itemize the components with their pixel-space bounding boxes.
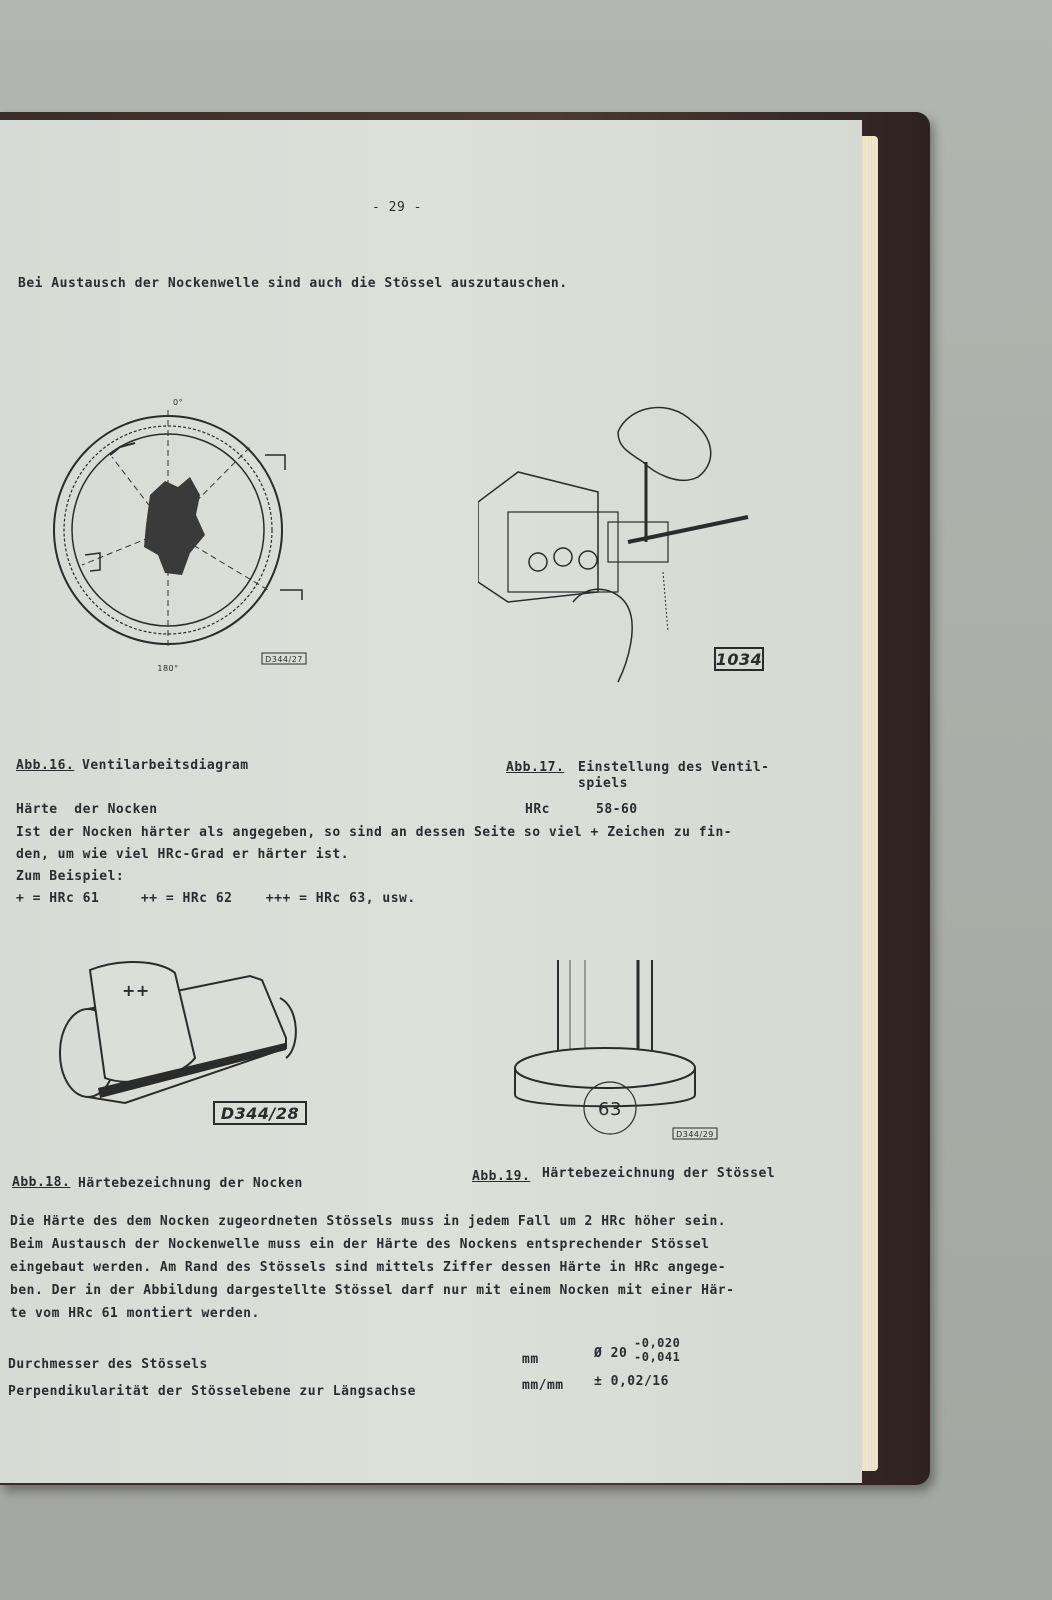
spec-diameter-unit: mm [522,1352,539,1367]
spec-diameter-value: Ø 20 [594,1346,628,1361]
fig17-caption-line1: Einstellung des Ventil- [578,760,770,775]
fig19-caption-label: Abb.19. [472,1169,531,1184]
paragraph-line-2: Beim Austausch der Nockenwelle muss ein der Härte des Nockens entsprechender Stössel [10,1237,710,1252]
spec-diameter-tol-lower: -0,041 [634,1350,681,1364]
spec-perpendicularity-value: ± 0,02/16 [594,1374,669,1389]
tappet-illustration [510,960,740,1142]
hardness-label: Härte der Nocken [16,802,158,817]
fig17-caption-line2: spiels [578,776,628,791]
spec-perpendicularity-unit: mm/mm [522,1378,564,1393]
fig17-code: 1034 [715,650,763,669]
fig18-mark: ++ [122,981,150,1000]
page-number: - 29 - [372,200,422,215]
paragraph-line-5: te vom HRc 61 montiert werden. [10,1306,260,1321]
hardness-value: 58-60 [596,802,638,817]
spec-diameter-label: Durchmesser des Stössels [8,1357,208,1372]
paragraph-line-4: ben. Der in der Abbildung dargestellte Stössel darf nur mit einem Nocken mit einer Här- [10,1283,735,1298]
spec-diameter-tolerance [634,1336,680,1364]
fig16-angle-bottom: 180° [157,664,179,673]
document-page [0,120,862,1483]
camshaft-illustration [50,958,320,1133]
fig16-caption-label: Abb.16. [16,758,75,773]
fig16-angle-top: 0° [173,398,184,407]
paragraph-line-3: eingebaut werden. Am Rand des Stössels sind mittels Ziffer dessen Härte in HRc angege- [10,1260,727,1275]
spec-perpendicularity-label: Perpendikularität der Stösselebene zur Längsachse [8,1384,417,1399]
fig17-caption-label: Abb.17. [506,760,565,775]
hardness-line-2: den, um wie viel HRc-Grad er härter ist. [16,847,350,862]
hardness-line-3: Zum Beispiel: [16,869,125,884]
hardness-line-1: Ist der Nocken härter als angegeben, so sind an dessen Seite so viel + Zeichen zu fin- [16,825,733,840]
fig18-caption-label: Abb.18. [12,1175,71,1190]
paragraph-line-1: Die Härte des dem Nocken zugeordneten Stössels muss in jedem Fall um 2 HRc höher sein. [10,1214,727,1229]
fig19-caption-text: Härtebezeichnung der Stössel [542,1166,776,1181]
hardness-unit: HRc [525,802,550,817]
intro-sentence: Bei Austausch der Nockenwelle sind auch die Stössel auszutauschen. [18,276,568,291]
fig18-code: D344/28 [220,1104,300,1123]
fig18-caption-text: Härtebezeichnung der Nocken [78,1176,303,1191]
fig19-code: D344/29 [676,1130,714,1139]
hardness-examples: + = HRc 61 ++ = HRc 62 +++ = HRc 63, usw. [16,891,416,906]
fig16-code: D344/27 [265,655,303,664]
spec-diameter-tol-upper: -0,020 [634,1336,681,1350]
valve-timing-diagram [40,385,340,685]
valve-clearance-illustration [478,392,778,692]
fig16-caption-text: Ventilarbeitsdiagram [82,758,249,773]
fig19-number: 63 [598,1099,622,1120]
